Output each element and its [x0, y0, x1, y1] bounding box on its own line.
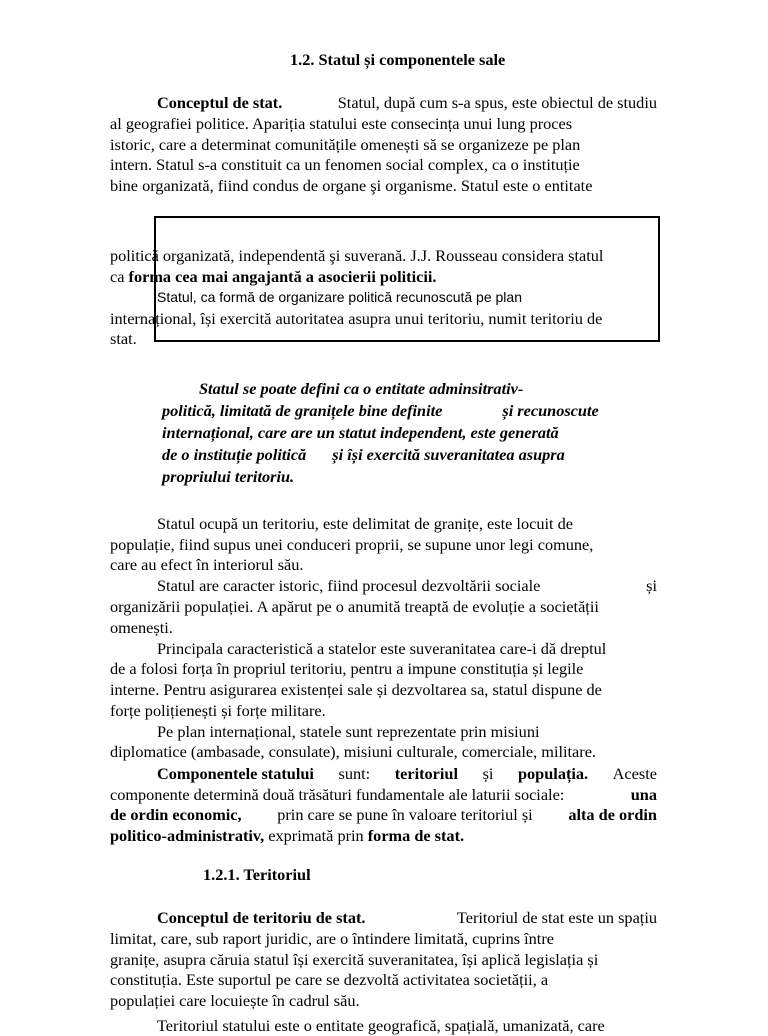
subsection-title: 1.2.1. Teritoriul [203, 865, 311, 884]
paragraph-line: Pe plan internațional, statele sunt reprezentate prin misiuni [157, 722, 540, 741]
paragraph-line: istoric, care a determinat comunitățile omenești să se organizeze pe plan [110, 135, 581, 154]
section-title: 1.2. Statul și componentele sale [290, 50, 506, 69]
text-box-frame [154, 216, 660, 342]
paragraph-line: bine organizată, fiind condus de organe şi organisme. Statul este o entitate [110, 176, 593, 195]
definition-line: politică, limitată de granițele bine definite și recunoscute [162, 401, 599, 420]
paragraph-line: politico-administrativ, exprimată prin forma de stat. [110, 826, 465, 845]
paragraph-line: Conceptul de stat. Statul, după cum s-a spus, este obiectul de studiu [157, 93, 657, 112]
paragraph-line: Conceptul de teritoriu de stat. Teritoriul de stat este un spațiu [157, 908, 657, 927]
paragraph-line: organizării populației. A apărut pe o anumită treaptă de evoluție a societății [110, 597, 599, 616]
paragraph-line: populației care locuiește în cadrul său. [110, 991, 360, 1010]
paragraph-line: al geografiei politice. Apariția statului este consecința unui lung proces [110, 114, 573, 133]
paragraph-line: diplomatice (ambasade, consulate), misiuni culturale, comerciale, militare. [110, 742, 596, 761]
paragraph-line: de ordin economic, prin care se pune în valoare teritoriul și alta de ordin [110, 805, 657, 824]
paragraph-lead: Conceptul de stat. [157, 93, 283, 112]
definition-line: internațional, care are un statut independent, este generată [162, 423, 559, 442]
definition-line: de o instituție politică și își exercită suveranitatea asupra [162, 445, 565, 464]
paragraph-line: politică organizată, independentă şi suverană. J.J. Rousseau considera statul [110, 246, 604, 265]
paragraph-line: constituția. Este suportul pe care se dezvoltă activitatea societății, a [110, 970, 549, 989]
paragraph-line-cut-off: Teritoriul statului este o entitate geografică, spațială, umanizată, care [157, 1016, 605, 1035]
paragraph-line: stat. [110, 329, 137, 348]
paragraph-line: internațional, își exercită autoritatea asupra unui teritoriu, numit teritoriu de [110, 309, 603, 328]
definition-line: propriului teritoriu. [162, 467, 295, 486]
paragraph-line: omenești. [110, 618, 173, 637]
paragraph-line: Principala caracteristică a statelor este suveranitatea care-i dă dreptul [157, 639, 607, 658]
paragraph-line: ca forma cea mai angajantă a asocierii politicii. [110, 267, 437, 286]
text-box-content: Statul, ca formă de organizare politică recunoscută pe plan [157, 288, 525, 306]
paragraph-line: interne. Pentru asigurarea existenței sale și dezvoltarea sa, statul dispune de [110, 680, 602, 699]
paragraph-line: Statul are caracter istoric, fiind procesul dezvoltării sociale și [157, 576, 657, 595]
paragraph-lead: Conceptul de teritoriu de stat. [157, 908, 366, 927]
paragraph-line: care au efect în interiorul său. [110, 555, 304, 574]
paragraph-line: de a folosi forța în propriul teritoriu, pentru a impune constituția și legile [110, 659, 584, 678]
paragraph-line: limitat, care, sub raport juridic, are o întindere limitată, cuprins între [110, 929, 554, 948]
paragraph-line: intern. Statul s-a constituit ca un fenomen social complex, ca o instituție [110, 155, 580, 174]
paragraph-line: componente determină două trăsături fundamentale ale laturii sociale: una [110, 785, 657, 804]
definition-line: Statul se poate defini ca o entitate adminsitrativ- [199, 379, 524, 398]
paragraph-line: granițe, asupra căruia statul își exercită suveranitatea, își aplică legislația și [110, 950, 599, 969]
paragraph-line: Statul ocupă un teritoriu, este delimitat de granițe, este locuit de [157, 514, 573, 533]
paragraph-line: populație, fiind supus unei conduceri proprii, se supune unor legi comune, [110, 535, 594, 554]
paragraph-line: Componentele statului sunt: teritoriul și populația. Aceste [157, 764, 657, 783]
paragraph-line: forțe polițienești și forțe militare. [110, 701, 326, 720]
